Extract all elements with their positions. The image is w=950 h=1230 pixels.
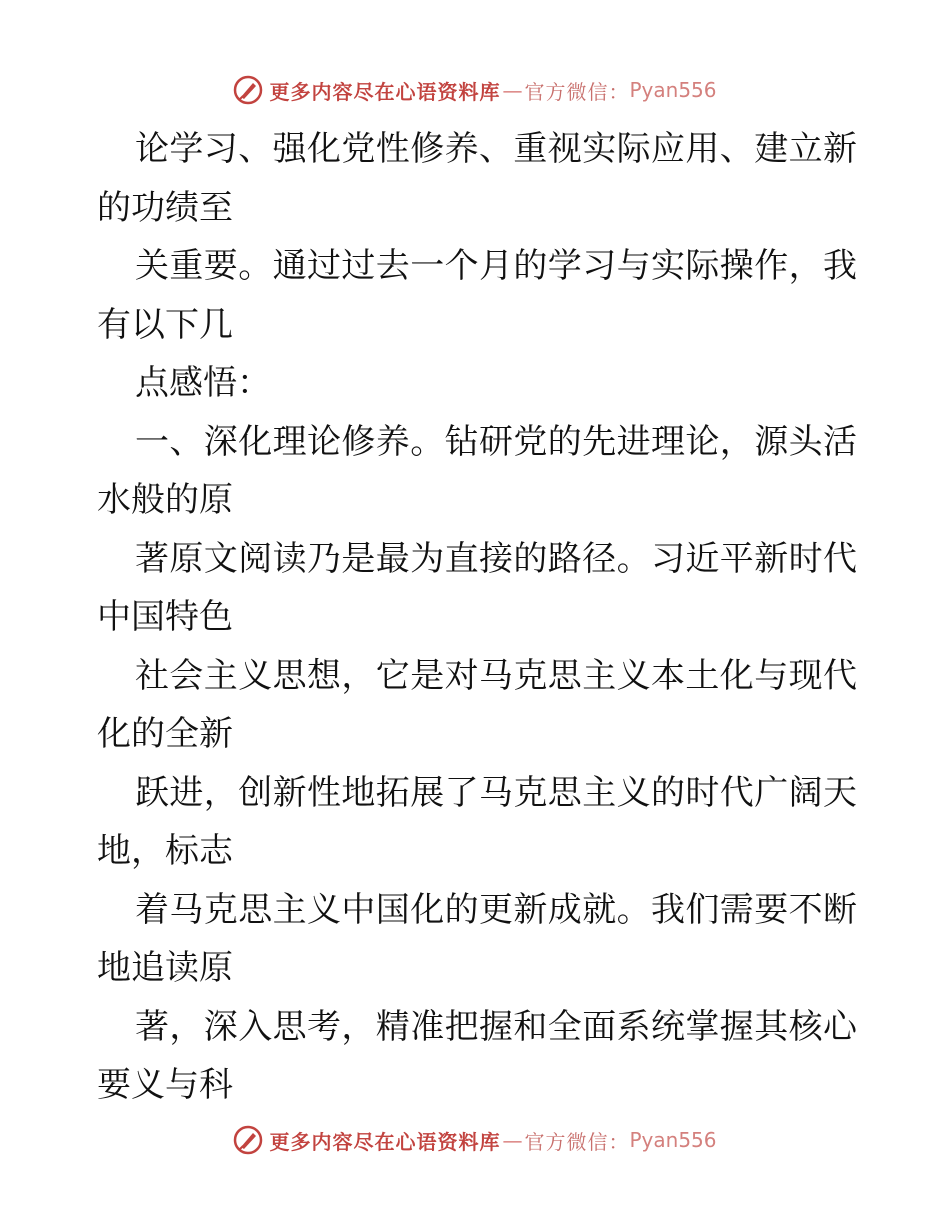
header-watermark-banner	[0, 70, 950, 110]
text-line: 着马克思主义中国化的更新成就。我们需要不断	[135, 889, 857, 930]
quill-logo-icon	[233, 1125, 263, 1155]
banner-official-label: 官方微信：	[524, 1129, 630, 1154]
text-line: 著原文阅读乃是最为直接的路径。习近平新时代	[135, 538, 857, 579]
text-line: 地，标志	[97, 831, 233, 871]
text-line: 地追读原	[97, 948, 233, 988]
text-line: 中国特色	[97, 597, 233, 637]
banner-brand-text: 更多内容尽在心语资料库	[269, 79, 501, 104]
text-line: 论学习、强化党性修养、重视实际应用、建立新	[135, 129, 857, 169]
banner-dash: —	[502, 1128, 523, 1152]
text-line: 关重要。通过过去一个月的学习与实际操作，我	[135, 246, 857, 286]
text-line: 化的全新	[97, 714, 233, 754]
text-line: 有以下几	[97, 304, 233, 345]
text-line: 一、深化理论修养。钻研党的先进理论，源头活	[135, 421, 857, 462]
banner-dash: —	[502, 78, 523, 102]
banner-wechat-id: Pyan556	[629, 78, 717, 102]
document-body	[97, 120, 857, 1115]
text-line: 水般的原	[97, 480, 233, 520]
footer-watermark-banner	[0, 1120, 950, 1160]
banner-official-label: 官方微信：	[524, 79, 630, 104]
text-line: 要义与科	[97, 1065, 233, 1105]
banner-wechat-id: Pyan556	[629, 1128, 717, 1152]
text-line: 社会主义思想，它是对马克思主义本土化与现代	[135, 655, 857, 696]
banner-brand-text: 更多内容尽在心语资料库	[269, 1129, 501, 1154]
text-line: 著，深入思考，精准把握和全面系统掌握其核心	[135, 1006, 857, 1047]
text-line: 点感悟：	[135, 363, 271, 403]
text-line: 的功绩至	[97, 187, 233, 228]
text-line: 跃进，创新性地拓展了马克思主义的时代广阔天	[135, 772, 857, 813]
quill-logo-icon	[233, 75, 263, 105]
